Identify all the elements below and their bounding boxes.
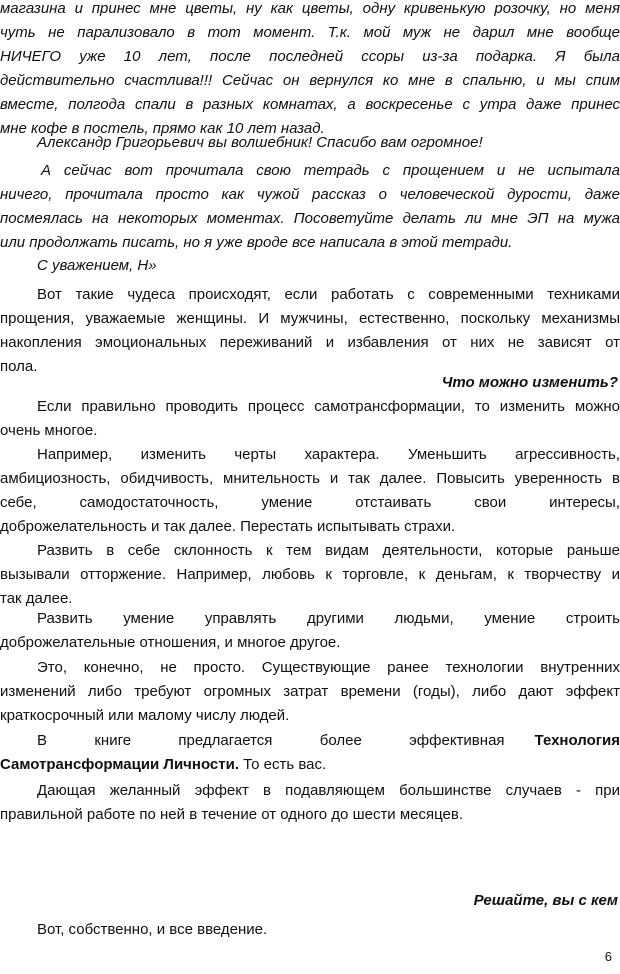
page-number: 6 — [604, 949, 612, 964]
text-line: изменений либо требуют огромных затрат времени (годы), либо дают эффект — [0, 683, 620, 700]
closing-line: Вот, собственно, и все введение. — [37, 921, 268, 938]
text-line: посмеялась на некоторых моментах. Посоветуйте делать ли мне ЭП на мужа — [0, 210, 620, 227]
text-line — [0, 753, 620, 777]
text-line: Например, изменить черты характера. Уменьшить агрессивность, — [37, 446, 620, 463]
text-line: или продолжать писать, но я уже вроде все написала в этой тетради. — [0, 234, 513, 251]
text-line: краткосрочный или малому числу людей. — [0, 707, 290, 724]
text-span: То есть вас. — [238, 756, 327, 773]
text-line: Развить умение управлять другими людьми, умение строить — [37, 610, 620, 627]
book-technology-term: Самотрансформации Личности. — [0, 756, 239, 773]
text-span: В книге предлагается более эффективная — [37, 732, 505, 749]
text-line: действительно счастлива!!! Сейчас он вернулся ко мне в спальню, и мы спим — [0, 72, 620, 89]
section-heading: Что можно изменить? — [441, 374, 618, 391]
text-line: так далее. — [0, 590, 73, 607]
text-line: ничего, прочитала просто как чужой рассказ о человеческой дурости, даже — [0, 186, 620, 203]
text-line: амбициозность, обидчивость, мнительность и так далее. Повысить уверенность в — [0, 470, 620, 487]
text-line: Дающая желанный эффект в подавляющем большинстве случаев - при — [37, 782, 620, 799]
text-line: доброжелательность и так далее. Перестать испытывать страхи. — [0, 518, 456, 535]
text-line: НИЧЕГО уже 10 лет, после последней ссоры из-за подарка. Я была — [0, 48, 620, 65]
text-line: чуть не парализовало в тот момент. Т.к. мой муж не дарил мне вообще — [0, 24, 620, 41]
text-line: А сейчас вот прочитала свою тетрадь с прощением и не испытала — [41, 162, 620, 179]
text-line: прощения, уважаемые женщины. И мужчины, естественно, поскольку механизмы — [0, 310, 620, 327]
text-line: правильной работе по ней в течение от одного до шести месяцев. — [0, 806, 464, 823]
text-line: Это, конечно, не просто. Существующие ранее технологии внутренних — [37, 659, 620, 676]
text-line: Если правильно проводить процесс самотрансформации, то изменить можно — [37, 398, 620, 415]
text-line: вместе, полгода спали в разных комнатах, а воскресенье с утра даже принес — [0, 96, 620, 113]
text-line: очень многое. — [0, 422, 98, 439]
letter-thanks: Александр Григорьевич вы волшебник! Спасибо вам огромное! — [37, 134, 483, 151]
letter-signoff: С уважением, Н» — [37, 257, 157, 274]
text-line: вызывали отторжение. Например, любовь к торговле, к деньгам, к творчеству и — [0, 566, 620, 583]
section-heading: Решайте, вы с кем — [473, 892, 618, 909]
text-line: Развить в себе склонность к тем видам деятельности, которые раньше — [37, 542, 620, 559]
text-line — [0, 729, 620, 753]
text-line: магазина и принес мне цветы, ну как цветы, одну кривенькую розочку, но меня — [0, 0, 620, 17]
text-line: себе, самодостаточность, умение отстаивать свои интересы, — [0, 494, 620, 511]
text-line: доброжелательные отношения, и многое другое. — [0, 634, 341, 651]
text-line: мне кофе в постель, прямо как 10 лет назад. — [0, 120, 325, 137]
text-line: Вот такие чудеса происходят, если работать с современными техниками — [37, 286, 620, 303]
text-line: пола. — [0, 358, 38, 375]
text-line: накопления эмоциональных переживаний и избавления от них не зависят от — [0, 334, 620, 351]
book-technology-term: Технология — [534, 732, 620, 749]
